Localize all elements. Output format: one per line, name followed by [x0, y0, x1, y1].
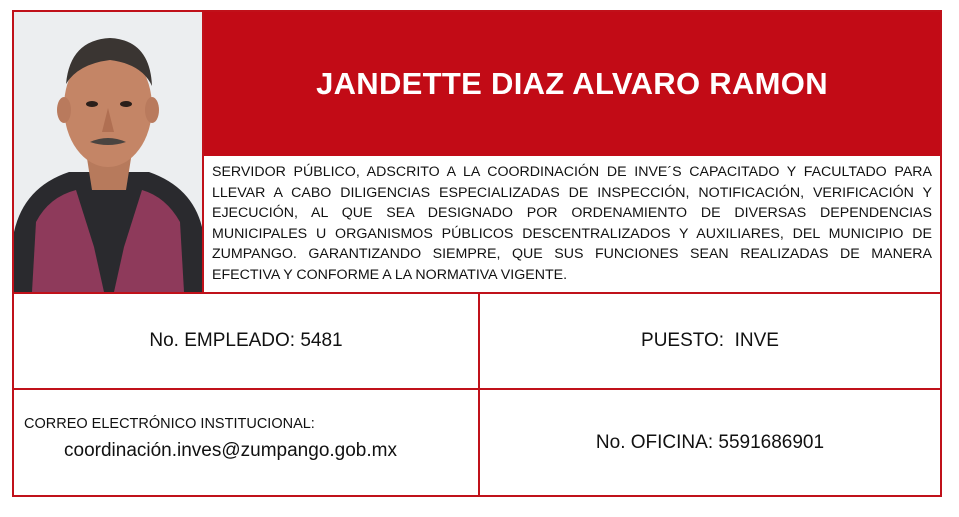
- person-portrait-image: [14, 12, 202, 292]
- employee-number: No. EMPLEADO: 5481: [149, 330, 343, 351]
- employee-number-cell: [14, 294, 478, 388]
- employee-photo: [14, 12, 204, 292]
- header-banner: [204, 12, 940, 156]
- info-grid: [14, 292, 940, 495]
- office-phone: No. OFICINA: 5591686901: [595, 431, 825, 453]
- employee-name: JANDETTE DIAZ ALVARO RAMON: [316, 66, 828, 101]
- email-label: CORREO ELECTRÓNICO INSTITUCIONAL:: [24, 416, 315, 432]
- role-description: SERVIDOR PÚBLICO, ADSCRITO A LA COORDINACIÓN DE INVE´S CAPACITADO Y FACULTADO PARA LLEVAR A CABO DILIGENCIAS ESPECIALIZADAS DE INSPECCIÓN, NOTIFICACIÓN, VERIFICACIÓN Y EJECUCIÓN, AL QUE SEA DESIGNADO POR ORDENAMIENTO DE DIVERSAS DEPENDENCIAS MUNICIPALES U ORGANISMOS PÚBLICOS DESCENTRALIZADOS Y AUXILIARES, DEL MUNICIPIO DE ZUMPANGO. GARANTIZANDO SIEMPRE, QUE SUS FUNCIONES SEAN REALIZADAS DE MANERA EFECTIVA Y CONFORME A LA NORMATIVA VIGENTE.: [212, 164, 932, 283]
- email-link[interactable]: coordinación.inves@zumpango.gob.mx: [64, 440, 397, 461]
- id-card: [12, 10, 942, 497]
- email-cell: [14, 390, 478, 495]
- office-phone-cell: [480, 390, 940, 495]
- position: PUESTO: INVE: [641, 330, 779, 351]
- position-cell: [480, 294, 940, 388]
